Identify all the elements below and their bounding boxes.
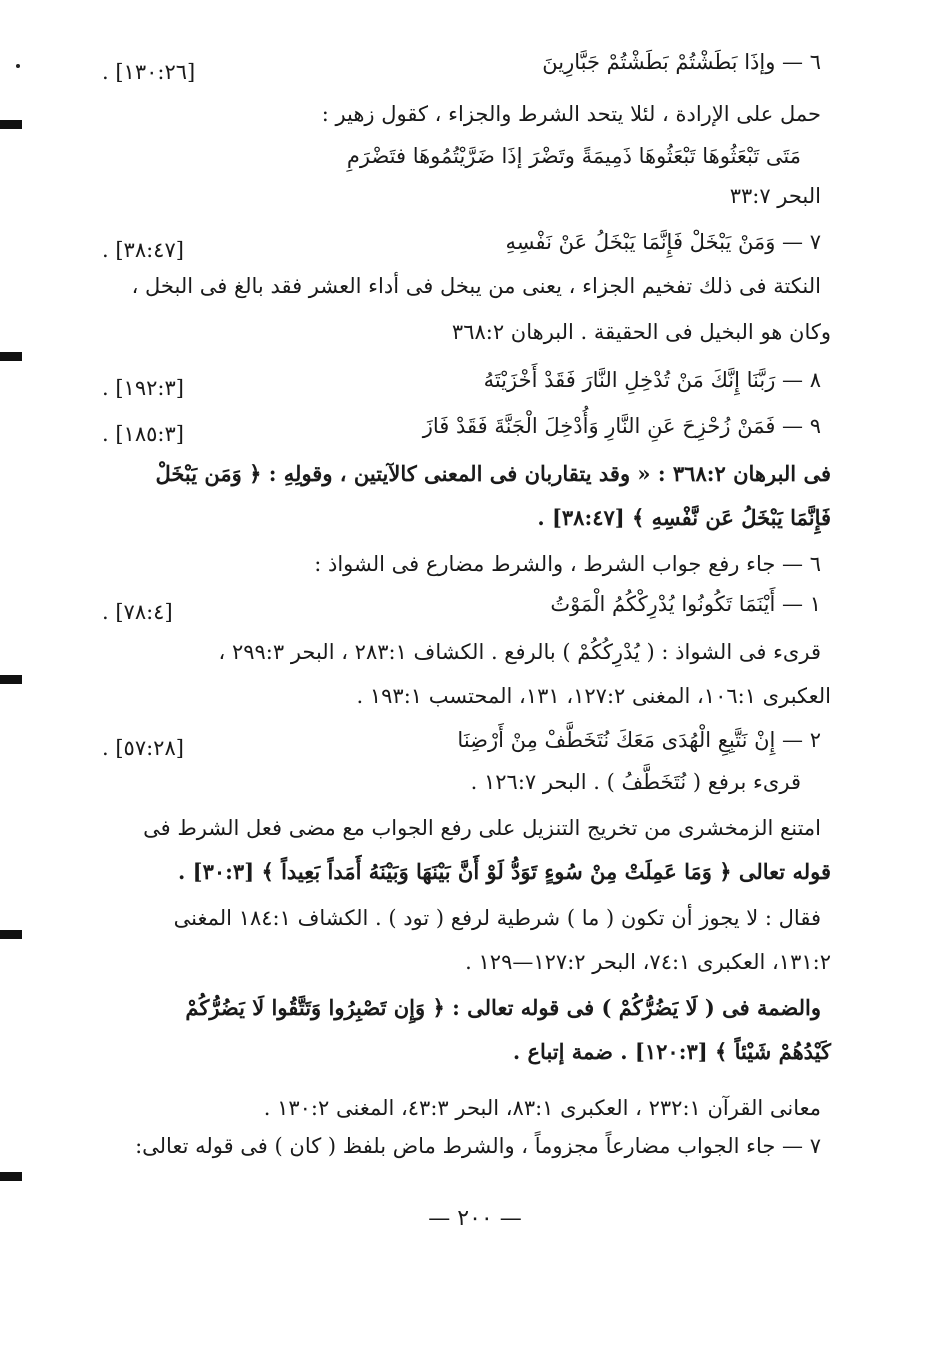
scan-speck bbox=[16, 64, 20, 68]
verse-reference: [٧٨:٤] . bbox=[102, 600, 173, 624]
text-line: العكبرى ١٠٦:١، المغنى ١٢٧:٢، ١٣١، المحتسب ١٩٣:١ . bbox=[356, 684, 831, 708]
verse-reference: [١٣٠:٢٦] . bbox=[102, 60, 196, 84]
verse-reference: [١٩٢:٣] . bbox=[102, 376, 184, 400]
text-line: قرىء برفع ( نُتَخَطَّفُ ) . البحر ١٢٦:٧ . bbox=[470, 770, 801, 794]
text-line: ١ — أَيْنَمَا تَكُونُوا يُدْرِكْكُمُ الْمَوْتُ bbox=[550, 592, 821, 616]
text-line: كَيْدُهُمْ شَيْئاً ﴾ [١٢٠:٣] . ضمة إتباع . bbox=[512, 1039, 831, 1064]
text-line: والضمة فى ( لَا يَضُرُّكُمْ ) فى قوله تعالى : ﴿ وَإِن تَصْبِرُوا وَتَتَّقُوا لَا يَضُرُّكُمْ bbox=[185, 995, 821, 1020]
scan-edge-mark bbox=[0, 930, 22, 939]
text-line: حمل على الإرادة ، لئلا يتحد الشرط والجزاء ، كقول زهير : bbox=[321, 102, 821, 126]
text-line: وكان هو البخيل فى الحقيقة . البرهان ٣٦٨:٢ bbox=[451, 320, 831, 344]
verse-reference: [٥٧:٢٨] . bbox=[102, 736, 184, 760]
scan-edge-mark bbox=[0, 352, 22, 361]
text-line: فى البرهان ٣٦٨:٢ : « وقد يتقاربان فى المعنى كالآيتين ، وقولِهِ : ﴿ وَمَن يَبْخَلْ bbox=[155, 461, 831, 486]
scan-edge-mark bbox=[0, 120, 22, 129]
text-line: ٦ — وإذَا بَطَشْتُمْ بَطَشْتُمْ جَبَّارِينَ bbox=[542, 50, 821, 74]
text-line: البحر ٣٣:٧ bbox=[729, 184, 821, 208]
verse-reference: [٣٨:٤٧] . bbox=[102, 238, 184, 262]
page-number: — ٢٠٠ — bbox=[428, 1206, 522, 1231]
text-line: ١٣١:٢، العكبرى ٧٤:١، البحر ١٢٧:٢—١٢٩ . bbox=[465, 950, 831, 974]
scan-edge-mark bbox=[0, 1172, 22, 1181]
text-line: ٦ — جاء رفع جواب الشرط ، والشرط مضارع فى الشواذ : bbox=[314, 552, 821, 576]
text-line: قوله تعالى ﴿ وَمَا عَمِلَتْ مِنْ سُوءٍ تَوَدُّ لَوْ أَنَّ بَيْنَهَا وَبَيْنَهُ أَمَداً بَعِيداً ﴾ [٣٠:٣] . bbox=[178, 859, 831, 884]
text-line: قرىء فى الشواذ : ( يُدْرِكُكُمْ ) بالرفع . الكشاف ٢٨٣:١ ، البحر ٢٩٩:٣ ، bbox=[218, 640, 821, 664]
scan-edge-mark bbox=[0, 675, 22, 684]
text-line: فقال : لا يجوز أن تكون ( ما ) شرطية لرفع ( تود ) . الكشاف ١٨٤:١ المغنى bbox=[173, 906, 821, 930]
text-line: ٢ — إِنْ نَتَّبِعِ الْهُدَى مَعَكَ نُتَخَطَّفْ مِنْ أَرْضِنَا bbox=[457, 728, 821, 752]
text-line: ٨ — رَبَّنَا إِنَّكَ مَنْ تُدْخِلِ النَّارَ فَقَدْ أَخْزَيْتَهُ bbox=[483, 368, 821, 392]
text-line: ٩ — فَمَنْ زُحْزِحَ عَنِ النَّارِ وَأُدْخِلَ الْجَنَّةَ فَقَدْ فَازَ bbox=[422, 414, 821, 438]
text-line: ٧ — وَمَنْ يَبْخَلْ فَإِنَّمَا يَبْخَلُ عَنْ نَفْسِهِ bbox=[505, 230, 821, 254]
text-line: فَإِنَّمَا يَبْخَلُ عَن نَّفْسِهِ ﴾ [٣٨:٤٧] . bbox=[537, 505, 831, 530]
verse-line: مَتَى تَبْعَثُوهَا تَبْعَثُوهَا ذَمِيمَةً وتَضْرَ إذَا ضَرَّيْتُمُوهَا فتَضْرَمِ bbox=[346, 144, 801, 168]
verse-reference: [١٨٥:٣] . bbox=[102, 422, 184, 446]
text-line: معانى القرآن ٢٣٢:١ ، العكبرى ٨٣:١، البحر ٤٣:٣، المغنى ١٣٠:٢ . bbox=[263, 1096, 821, 1120]
text-line: النكتة فى ذلك تفخيم الجزاء ، يعنى من يبخل فى أداء العشر فقد بالغ فى البخل ، bbox=[131, 274, 821, 298]
text-line: ٧ — جاء الجواب مضارعاً مجزوماً ، والشرط ماض بلفظ ( كان ) فى قوله تعالى: bbox=[135, 1134, 821, 1158]
text-line: امتنع الزمخشرى من تخريج التنزيل على رفع الجواب مع مضى فعل الشرط فى bbox=[143, 816, 821, 840]
